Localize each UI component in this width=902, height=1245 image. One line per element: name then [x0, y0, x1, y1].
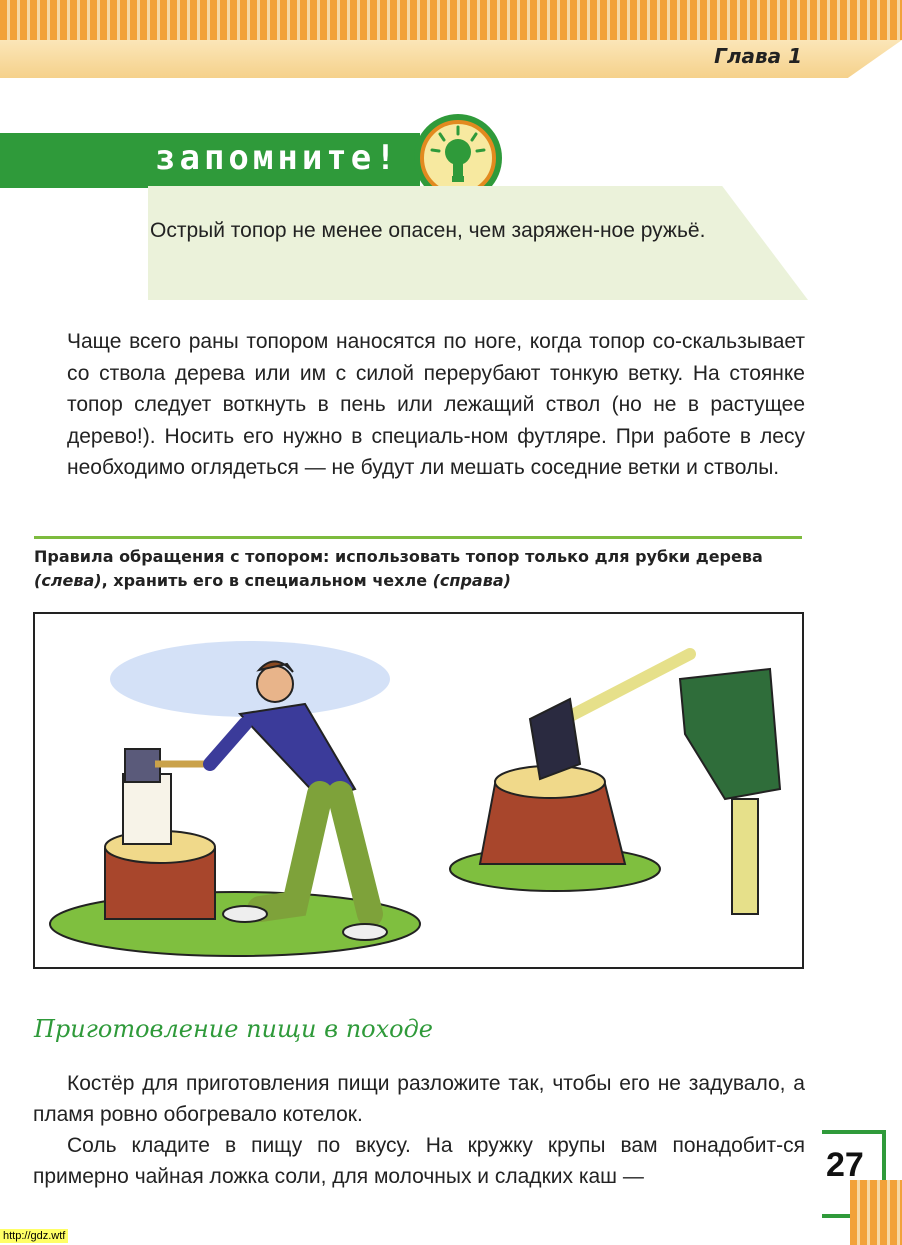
- figure-caption: [34, 545, 804, 593]
- caption-text-1: Правила обращения с топором: использовать топор только для рубки дерева: [34, 547, 763, 566]
- caption-right: (справа): [432, 571, 511, 590]
- caption-left: (слева): [34, 571, 102, 590]
- remember-text: Острый топор не менее опасен, чем заряжен-ное ружьё.: [150, 219, 706, 242]
- paragraph-salt: Соль кладите в пищу по вкусу. На кружку крупы вам понадобит-ся примерно чайная ложка соли, для молочных и сладких каш —: [33, 1134, 805, 1188]
- section-title: Приготовление пищи в походе: [34, 1015, 434, 1043]
- axe-illustration: [33, 612, 804, 969]
- watermark-link[interactable]: http://gdz.wtf: [0, 1229, 68, 1243]
- page-number: 27: [826, 1146, 864, 1184]
- top-stripe-band: [0, 0, 902, 40]
- paragraph-axe-injuries: Чаще всего раны топором наносятся по ноге, когда топор со-скальзывает со ствола дерева или им с силой перерубают тонкую ветку. На стоянке топор следует воткнуть в пень или лежащий ствол (но не в растущее дерево!). Носить его нужно в специаль-ном футляре. При работе в лесу необходимо оглядеться — не будут ли мешать соседние ветки и стволы.: [67, 330, 805, 479]
- bottom-stripe-band: [850, 1180, 902, 1245]
- caption-text-2: , хранить его в специальном чехле: [101, 571, 433, 590]
- axe-illustration-drawing: [35, 614, 802, 967]
- chapter-label: Глава 1: [714, 44, 802, 68]
- caption-divider: [34, 536, 802, 539]
- paragraph-campfire: Костёр для приготовления пищи разложите так, чтобы его не задувало, а пламя ровно обогревало котелок.: [33, 1072, 805, 1126]
- remember-title: запомните!: [155, 138, 400, 178]
